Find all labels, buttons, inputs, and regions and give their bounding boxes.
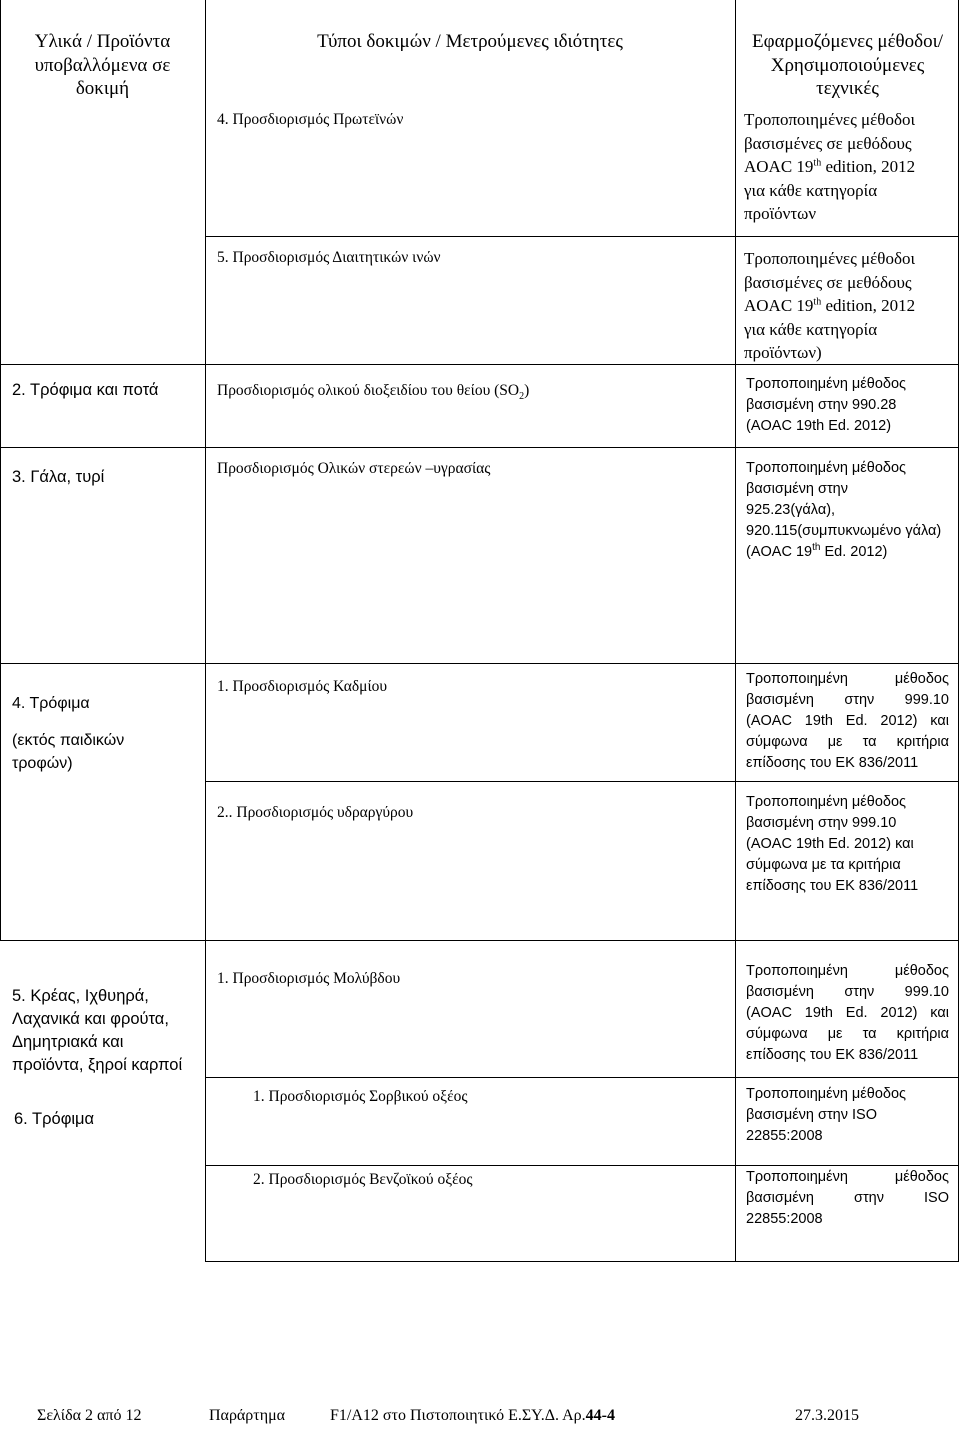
footer-page-number: Σελίδα 2 από 12 xyxy=(37,1407,142,1424)
test-lead: 1. Προσδιορισμός Μολύβδου xyxy=(217,970,401,987)
test-dietary-fibres: 5. Προσδιορισμός Διαιτητικών ινών xyxy=(217,249,441,266)
material-meat-fish-vegetables: 5. Κρέας, Ιχθυηρά, Λαχανικά και φρούτα, Δημητριακά και προϊόντα, ξηροί καρποί xyxy=(12,987,183,1074)
method-sulphur-dioxide: Τροποποιημένη μέθοδος βασισμένη στην 990.28 (AOAC 19th Ed. 2012) xyxy=(746,376,907,434)
column-divider-1 xyxy=(205,0,206,1262)
table-border-right xyxy=(958,0,959,1262)
row-divider xyxy=(0,447,958,448)
test-cadmium: 1. Προσδιορισμός Καδμίου xyxy=(217,678,388,695)
row-divider xyxy=(205,1165,958,1166)
method-benzoic-acid: Τροποποιημένη μέθοδος βασισμένη στην ISO 22855:2008 xyxy=(746,1169,949,1227)
method-cadmium: Τροποποιημένη μέθοδος βασισμένη στην 999.10 (AOAC 19th Ed. 2012) και σύμφωνα με τα κριτήρια επίδοσης του ΕΚ 836/2011 xyxy=(746,671,949,771)
row-divider xyxy=(205,781,958,782)
row-divider xyxy=(205,236,958,237)
method-sorbic-acid: Τροποποιημένη μέθοδος βασισμένη στην ISO 22855:2008 xyxy=(746,1086,907,1144)
column-divider-2 xyxy=(735,0,736,1262)
material-foods-not-infant: 4. Τρόφιμα (εκτός παιδικών τροφών) xyxy=(12,695,125,772)
test-proteins: 4. Προσδιορισμός Πρωτεϊνών xyxy=(217,111,404,128)
row-divider xyxy=(0,940,958,941)
header-materials: Υλικά / Προϊόντα υποβαλλόμενα σε δοκιμή xyxy=(34,31,171,99)
method-total-solids-moisture: Τροποποιημένη μέθοδος βασισμένη στην 925.23(γάλα), 920.115(συμπυκνωμένο γάλα) (AOAC 19th Ed. 2012) xyxy=(746,460,942,560)
material-foods-6: 6. Τρόφιμα xyxy=(14,1110,95,1128)
table-border-bottom xyxy=(205,1261,958,1262)
row-divider xyxy=(0,663,958,664)
method-lead: Τροποποιημένη μέθοδος βασισμένη στην 999.10 (AOAC 19th Ed. 2012) και σύμφωνα με τα κριτήρια επίδοσης του ΕΚ 836/2011 xyxy=(746,963,949,1063)
header-test-types: Τύποι δοκιμών / Μετρούμενες ιδιότητες xyxy=(317,31,623,52)
material-foods-drinks: 2. Τρόφιμα και ποτά xyxy=(12,381,159,399)
row-divider xyxy=(205,1077,958,1078)
method-mercury: Τροποποιημένη μέθοδος βασισμένη στην 999.10 (AOAC 19th Ed. 2012) και σύμφωνα με τα κριτήρια επίδοσης του ΕΚ 836/2011 xyxy=(746,794,919,894)
method-dietary-fibres: Τροποποιημένες μέθοδοι βασισμένες σε μεθόδους AOAC 19th edition, 2012 για κάθε κατηγορία προϊόντων) xyxy=(744,249,916,362)
footer-date: 27.3.2015 xyxy=(795,1407,859,1424)
method-proteins: Τροποποιημένες μέθοδοι βασισμένες σε μεθόδους AOAC 19th edition, 2012 για κάθε κατηγορία προϊόντων xyxy=(744,110,916,223)
test-sulphur-dioxide: Προσδιορισμός ολικού διοξειδίου του θείου $(SO_2)$ xyxy=(217,382,530,403)
footer-annex: Παράρτημα xyxy=(209,1407,286,1424)
material-milk-cheese: 3. Γάλα, τυρί xyxy=(12,468,105,486)
test-benzoic-acid: 2. Προσδιορισμός Βενζοϊκού οξέος xyxy=(253,1171,473,1188)
header-methods: Εφαρμοζόμενες μέθοδοι/ Χρησιμοποιούμενες τεχνικές xyxy=(752,31,943,99)
table-border-left xyxy=(0,0,1,940)
test-mercury: 2.. Προσδιορισμός υδραργύρου xyxy=(217,804,414,821)
footer-certificate: F1/A12 στο Πιστοποιητικό Ε.ΣΥ.Δ. Αρ.44-4 xyxy=(330,1407,615,1424)
test-total-solids-moisture: Προσδιορισμός Ολικών στερεών –υγρασίας xyxy=(217,460,491,477)
test-sorbic-acid: 1. Προσδιορισμός Σορβικού οξέος xyxy=(253,1088,468,1105)
